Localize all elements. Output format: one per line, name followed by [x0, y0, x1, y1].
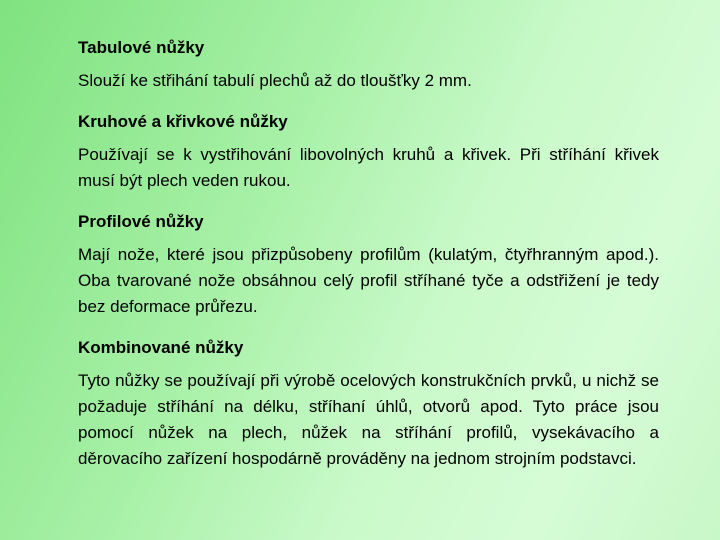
section-text-kruhove-nuzky: Používají se k vystřihování libovolných kruhů a křivek. Při stříhání křivek musí být plech veden rukou. — [78, 145, 659, 190]
section-title-kombinovane-nuzky: Kombinované nůžky — [78, 338, 244, 357]
slide-content — [78, 36, 659, 472]
section-text-kombinovane-nuzky: Tyto nůžky se používají při výrobě ocelových konstrukčních prvků, u nichž se požaduje stříhání na délku, stříhaní úhlů, otvorů apod. Tyto práce jsou pomocí nůžek na plech, nůžek na stříhání profilů, vysekávacího a děrovacího zařízení hospodárně prováděny na jednom strojním podstavci. — [78, 371, 659, 468]
section-title-tabulove-nuzky: Tabulové nůžky — [78, 38, 205, 57]
section-title-profilove-nuzky: Profilové nůžky — [78, 212, 204, 231]
section-text-profilove-nuzky: Mají nože, které jsou přizpůsobeny profilům (kulatým, čtyřhranným apod.). Oba tvarované nože obsáhnou celý profil stříhané tyče a odstřižení je tedy bez deformace průřezu. — [78, 245, 659, 316]
section-title-kruhove-nuzky: Kruhové a křivkové nůžky — [78, 112, 288, 131]
section-text-tabulove-nuzky: Slouží ke střihání tabulí plechů až do tloušťky 2 mm. — [78, 71, 472, 90]
